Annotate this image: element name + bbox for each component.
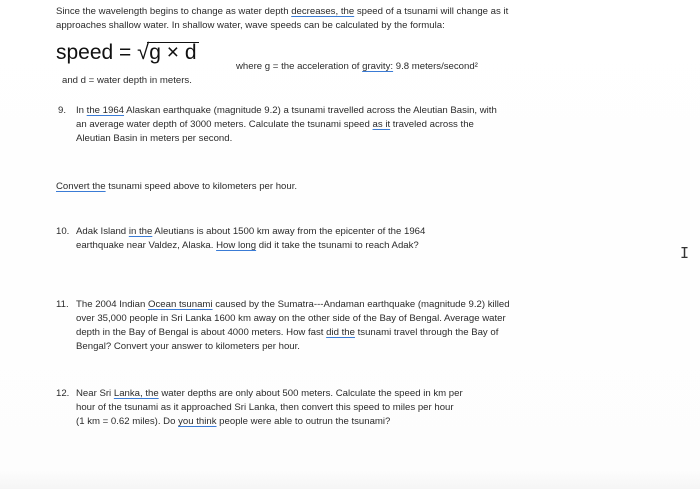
q12-underlined: Lanka, the <box>113 388 159 399</box>
q12-text: people were able to outrun the tsunami? <box>216 416 391 427</box>
q9-line-2 <box>76 118 474 132</box>
radical-sign: √ <box>137 39 150 64</box>
q10-text: Adak Island <box>76 226 129 237</box>
q12-number: 12. <box>56 388 70 399</box>
q12-text: water depths are only about 500 meters. Calculate the speed in km per <box>158 388 463 399</box>
where-text: where g = the acceleration of <box>236 61 363 72</box>
q9-text: Alaskan earthquake (magnitude 9.2) a tsunami travelled across the Aleutian Basin, with <box>124 105 497 116</box>
q12-line-2: hour of the tsunami as it approached Sri Lanka, then convert this speed to miles per hour <box>76 402 454 413</box>
d-definition: and d = water depth in meters. <box>62 75 192 86</box>
q10-line-2 <box>76 239 419 253</box>
q9-underlined: as it <box>372 119 391 130</box>
q10-line-1 <box>76 225 425 239</box>
intro-line-2: approaches shallow water. In shallow water, wave speeds can be calculated by the formula: <box>56 20 445 31</box>
q11-line-4: Bengal? Convert your answer to kilometers per hour. <box>76 341 300 352</box>
gravity-word: gravity: <box>362 61 394 72</box>
q9-text: traveled across the <box>390 119 474 130</box>
formula-lhs: speed = <box>56 41 132 64</box>
convert-underlined: Convert the <box>56 181 106 192</box>
where-g-definition <box>236 60 478 74</box>
q11-line-1 <box>76 298 510 312</box>
q11-number: 11. <box>56 299 69 310</box>
q12-text: Near Sri <box>76 388 114 399</box>
q9-text: In <box>76 105 87 116</box>
q12-line-1 <box>76 387 463 401</box>
text-cursor-icon: I <box>680 244 690 262</box>
q10-underlined: in the <box>128 226 153 237</box>
intro-underlined: decreases, the <box>291 6 355 17</box>
q12-text: (1 km = 0.62 miles). Do <box>76 416 179 427</box>
intro-text: Since the wavelength begins to change as water depth <box>56 6 292 17</box>
q11-underlined: did the <box>326 327 355 338</box>
q11-text: caused by the Sumatra---Andaman earthquake (magnitude 9.2) killed <box>212 299 510 310</box>
q10-text: Aleutians is about 1500 km away from the epicenter of the 1964 <box>152 226 426 237</box>
convert-text: tsunami speed above to kilometers per hour. <box>105 181 298 192</box>
intro-line-1 <box>56 5 508 19</box>
q12-line-3 <box>76 415 390 429</box>
speed-formula <box>56 39 199 65</box>
q11-underlined: Ocean tsunami <box>148 299 213 310</box>
q12-underlined: you think <box>178 416 217 427</box>
gravity-value: 9.8 meters/second² <box>393 61 478 72</box>
q11-text: depth in the Bay of Bengal is about 4000 meters. How fast <box>76 327 327 338</box>
radicand: g × d <box>149 41 197 64</box>
q11-line-2: over 35,000 people in Sri Lanka 1600 km away on the other side of the Bay of Bengal. Average water <box>76 313 506 324</box>
q10-text: earthquake near Valdez, Alaska. <box>76 240 217 251</box>
page-bottom-shade <box>0 470 700 489</box>
q11-text: tsunami travel through the Bay of <box>354 327 499 338</box>
q9-line-1 <box>76 104 497 118</box>
convert-prompt <box>56 180 297 194</box>
q11-text: The 2004 Indian <box>76 299 149 310</box>
q10-text: did it take the tsunami to reach Adak? <box>256 240 419 251</box>
q11-line-3 <box>76 326 498 340</box>
q9-number: 9. <box>58 105 67 116</box>
q9-line-3: Aleutian Basin in meters per second. <box>76 133 233 144</box>
q9-text: an average water depth of 3000 meters. Calculate the tsunami speed <box>76 119 373 130</box>
q10-underlined: How long <box>216 240 257 251</box>
intro-text: speed of a tsunami will change as it <box>354 6 509 17</box>
q9-underlined: the 1964 <box>86 105 125 116</box>
q10-number: 10. <box>56 226 70 237</box>
square-root <box>137 39 198 65</box>
